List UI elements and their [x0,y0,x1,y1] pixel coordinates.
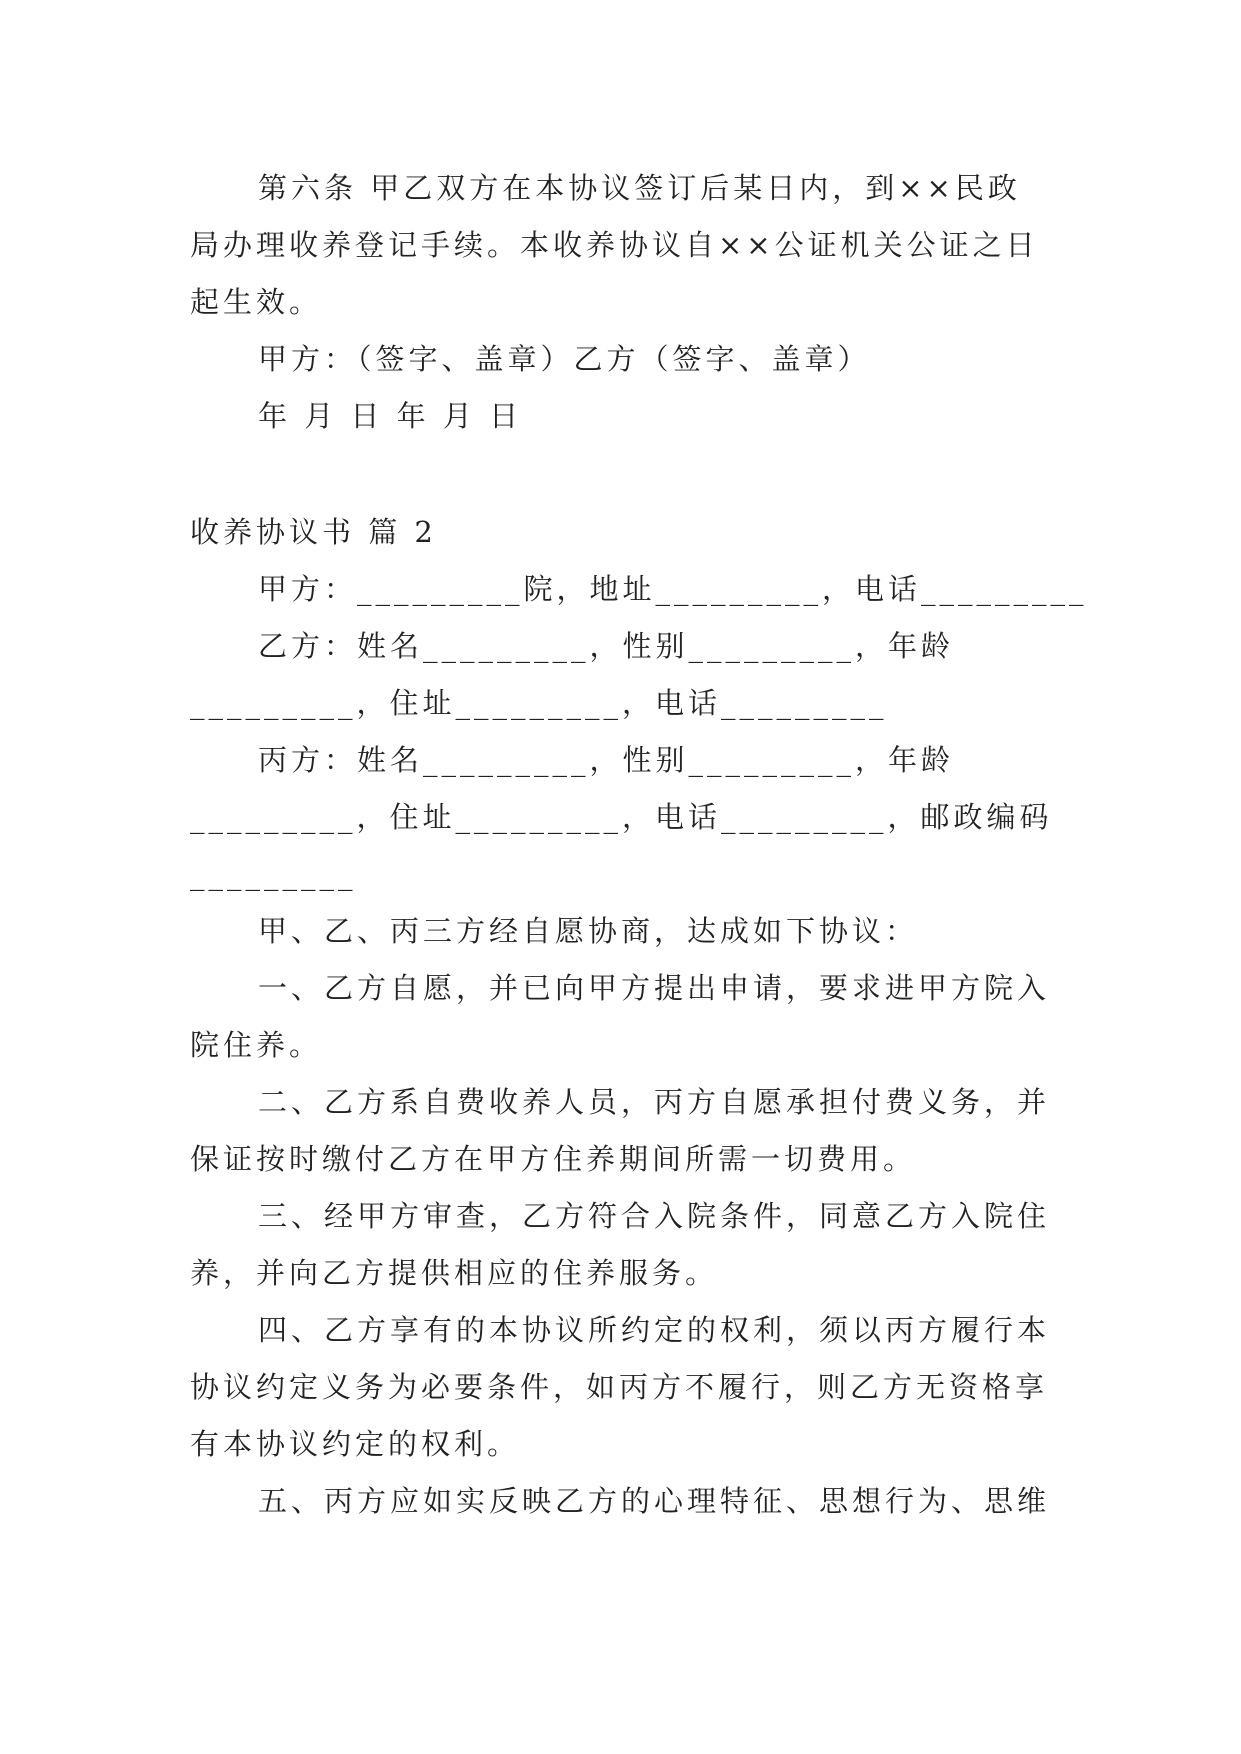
party-a-line: 甲方：_________院，地址_________，电话_________ [258,572,1088,606]
article-six-line-3: 起生效。 [190,285,323,319]
clause-one-line-2: 院住养。 [190,1028,323,1062]
clause-one-line-1: 一、乙方自愿，并已向甲方提出申请，要求进甲方院入 [258,971,1051,1005]
article-six-line-1: 第六条 甲乙双方在本协议签订后某日内，到××民政 [258,171,1021,205]
party-c-line-1: 丙方：姓名_________，性别_________，年龄 [258,743,955,777]
clause-five-line-1: 五、丙方应如实反映乙方的心理特征、思想行为、思维 [258,1484,1051,1518]
clause-four-line-2: 协议约定义务为必要条件，如丙方不履行，则乙方无资格享 [190,1370,1049,1404]
clause-two-line-2: 保证按时缴付乙方在甲方住养期间所需一切费用。 [190,1142,917,1176]
party-b-line-1: 乙方：姓名_________，性别_________，年龄 [258,629,955,663]
date-line: 年 月 日 年 月 日 [258,399,523,433]
section-heading: 收养协议书 篇 2 [190,515,437,549]
agreement-intro: 甲、乙、丙三方经自愿协商，达成如下协议： [258,914,919,948]
clause-three-line-2: 养，并向乙方提供相应的住养服务。 [190,1256,719,1290]
clause-two-line-1: 二、乙方系自费收养人员，丙方自愿承担付费义务，并 [258,1085,1051,1119]
clause-four-line-3: 有本协议约定的权利。 [190,1427,521,1461]
signature-line: 甲方：（签字、盖章）乙方（签字、盖章） [258,342,871,376]
clause-three-line-1: 三、经甲方审查，乙方符合入院条件，同意乙方入院住 [258,1199,1051,1233]
party-b-line-2: _________，住址_________，电话_________ [190,686,888,720]
clause-four-line-1: 四、乙方享有的本协议所约定的权利，须以丙方履行本 [258,1313,1051,1347]
party-c-line-2: _________，住址_________，电话_________，邮政编码 [190,800,1053,834]
party-c-line-3: _________ [190,857,357,891]
article-six-line-2: 局办理收养登记手续。本收养协议自××公证机关公证之日 [190,228,1039,262]
